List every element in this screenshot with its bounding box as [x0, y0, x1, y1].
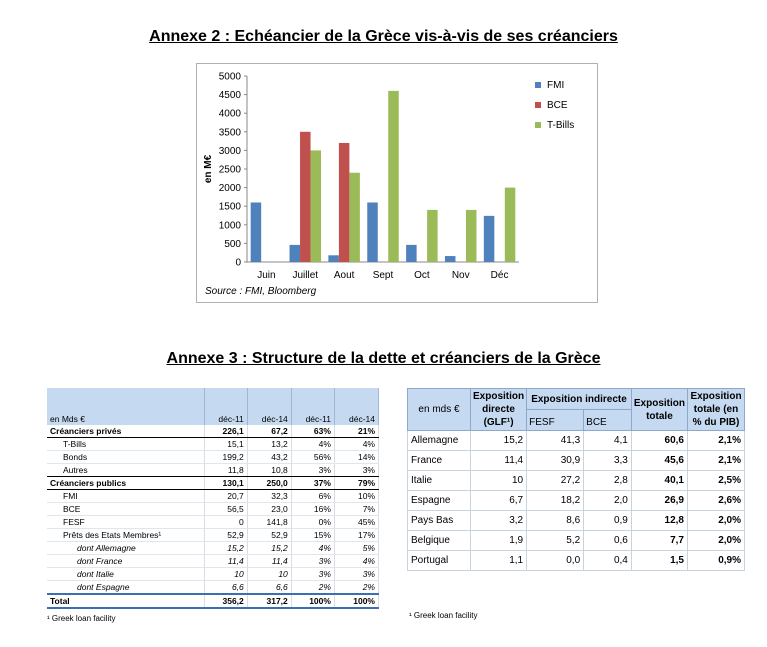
y-tick-label: 2000	[218, 183, 241, 195]
t1-cell: 250,0	[247, 477, 291, 490]
x-tick-label: Nov	[451, 270, 470, 281]
t2-cell: 0,4	[584, 551, 632, 571]
legend-label: BCE	[547, 100, 568, 111]
t1-cell: 56,5	[204, 503, 247, 516]
t1-cell: 3%	[334, 568, 378, 581]
t2-cell: 8,6	[527, 511, 584, 531]
th-fesf: FESF	[527, 410, 584, 431]
t1-cell: 21%	[334, 425, 378, 438]
bar-fmi-déc	[484, 216, 495, 262]
y-tick-label: 1000	[218, 220, 241, 232]
y-axis-label: en M€	[203, 154, 214, 184]
bar-bce-juillet	[300, 132, 311, 262]
table2-footnote: ¹ Greek loan facility	[409, 611, 478, 620]
t1-header-0: en Mds €	[47, 388, 204, 425]
t1-label: dont Italie	[47, 568, 204, 581]
t2-cell: 10	[471, 471, 527, 491]
legend-swatch-t-bills	[535, 122, 541, 128]
t1-cell: 0%	[291, 516, 334, 529]
t1-row	[47, 581, 379, 595]
t2-cell: 26,9	[631, 491, 687, 511]
t1-header-3: déc-11	[291, 388, 334, 425]
t1-cell: 4%	[334, 555, 378, 568]
t2-cell: 2,8	[584, 471, 632, 491]
t1-cell: 0	[204, 516, 247, 529]
t1-row	[47, 529, 379, 542]
x-tick-label: Oct	[414, 270, 430, 281]
t1-cell: 11,4	[247, 555, 291, 568]
t2-cell: 6,7	[471, 491, 527, 511]
th-indirect: Exposition indirecte	[527, 389, 632, 410]
y-tick-label: 3000	[218, 145, 241, 157]
t2-cell: 3,3	[584, 451, 632, 471]
t2-row	[408, 551, 745, 571]
t2-row	[408, 451, 745, 471]
t2-cell: 0,9	[584, 511, 632, 531]
bar-t-bills-nov	[466, 210, 477, 262]
t1-row	[47, 451, 379, 464]
t2-cell: 18,2	[527, 491, 584, 511]
t1-row	[47, 425, 379, 438]
annex3-title: Annexe 3 : Structure de la dette et créanciers de la Grèce	[166, 350, 601, 367]
bar-fmi-nov	[445, 256, 456, 262]
t1-cell: 15,2	[204, 542, 247, 555]
t1-cell: 43,2	[247, 451, 291, 464]
y-tick-label: 3500	[218, 127, 241, 139]
t1-cell: 3%	[291, 464, 334, 477]
t1-cell: 45%	[334, 516, 378, 529]
t2-cell: 0,6	[584, 531, 632, 551]
t1-cell: 199,2	[204, 451, 247, 464]
t1-cell: 2%	[291, 581, 334, 595]
t1-header-1: déc-11	[204, 388, 247, 425]
t2-row	[408, 511, 745, 531]
t1-cell: 100%	[334, 594, 378, 608]
t1-cell: 67,2	[247, 425, 291, 438]
t1-cell: 3%	[334, 464, 378, 477]
t1-cell: 5%	[334, 542, 378, 555]
t1-label: Total	[47, 594, 204, 608]
t1-row	[47, 568, 379, 581]
t1-row	[47, 464, 379, 477]
t1-cell: 130,1	[204, 477, 247, 490]
t2-country: Italie	[408, 471, 471, 491]
bar-fmi-juin	[251, 202, 262, 262]
t1-label: dont Espagne	[47, 581, 204, 595]
t2-cell: 2,0	[584, 491, 632, 511]
t1-cell: 100%	[291, 594, 334, 608]
t1-cell: 4%	[291, 542, 334, 555]
t2-country: Belgique	[408, 531, 471, 551]
t1-cell: 37%	[291, 477, 334, 490]
t1-label: Créanciers privés	[47, 425, 204, 438]
t2-cell: 41,3	[527, 431, 584, 451]
t1-cell: 317,2	[247, 594, 291, 608]
t2-cell: 2,1%	[688, 451, 745, 471]
t1-label: FMI	[47, 490, 204, 503]
t2-cell: 12,8	[631, 511, 687, 531]
t1-cell: 3%	[291, 568, 334, 581]
legend-label: T-Bills	[547, 120, 575, 131]
t2-cell: 40,1	[631, 471, 687, 491]
t2-country: Allemagne	[408, 431, 471, 451]
y-tick-label: 1500	[218, 201, 241, 213]
bar-fmi-sept	[367, 202, 378, 262]
t2-cell: 2,5%	[688, 471, 745, 491]
t1-label: dont Allemagne	[47, 542, 204, 555]
t1-cell: 13,2	[247, 438, 291, 451]
t1-cell: 10,8	[247, 464, 291, 477]
x-tick-label: Juillet	[292, 270, 319, 281]
t1-cell: 32,3	[247, 490, 291, 503]
t1-cell: 356,2	[204, 594, 247, 608]
th-unit: en mds €	[408, 389, 471, 431]
t2-cell: 2,6%	[688, 491, 745, 511]
t1-cell: 16%	[291, 503, 334, 516]
t2-cell: 3,2	[471, 511, 527, 531]
t2-cell: 0,9%	[688, 551, 745, 571]
t1-cell: 11,8	[204, 464, 247, 477]
t2-cell: 1,5	[631, 551, 687, 571]
t2-cell: 15,2	[471, 431, 527, 451]
t1-cell: 15,2	[247, 542, 291, 555]
y-tick-label: 2500	[218, 164, 241, 176]
t2-cell: 45,6	[631, 451, 687, 471]
t2-row	[408, 471, 745, 491]
t1-cell: 15%	[291, 529, 334, 542]
t1-cell: 6,6	[204, 581, 247, 595]
x-tick-label: Sept	[372, 270, 394, 281]
t2-country: Espagne	[408, 491, 471, 511]
t1-cell: 79%	[334, 477, 378, 490]
t1-cell: 17%	[334, 529, 378, 542]
t1-cell: 14%	[334, 451, 378, 464]
t1-cell: 52,9	[204, 529, 247, 542]
t2-country: Pays Bas	[408, 511, 471, 531]
t1-cell: 63%	[291, 425, 334, 438]
t2-country: Portugal	[408, 551, 471, 571]
t1-label: FESF	[47, 516, 204, 529]
th-pib: Exposition totale (en % du PIB)	[688, 389, 745, 431]
bar-fmi-oct	[406, 245, 417, 262]
t2-cell: 11,4	[471, 451, 527, 471]
th-direct: Exposition directe (GLF¹)	[471, 389, 527, 431]
bar-t-bills-oct	[427, 210, 438, 262]
t1-row	[47, 542, 379, 555]
t1-header-4: déc-14	[334, 388, 378, 425]
x-tick-label: Déc	[490, 270, 509, 281]
t1-cell: 6,6	[247, 581, 291, 595]
x-tick-label: Aout	[333, 270, 355, 281]
bar-fmi-juillet	[290, 245, 301, 262]
creditor-exposure-table	[407, 388, 745, 571]
t2-cell: 60,6	[631, 431, 687, 451]
t1-row	[47, 490, 379, 503]
t2-cell: 27,2	[527, 471, 584, 491]
t1-cell: 141,8	[247, 516, 291, 529]
t2-cell: 2,0%	[688, 531, 745, 551]
chart-source: Source : FMI, Bloomberg	[205, 286, 317, 297]
t1-label: Autres	[47, 464, 204, 477]
t1-header-2: déc-14	[247, 388, 291, 425]
bar-t-bills-juillet	[311, 150, 322, 262]
t1-row	[47, 516, 379, 529]
t1-cell: 56%	[291, 451, 334, 464]
t1-label: Créanciers publics	[47, 477, 204, 490]
t2-cell: 1,9	[471, 531, 527, 551]
t1-label: dont France	[47, 555, 204, 568]
debt-structure-table	[47, 388, 379, 609]
t2-cell: 7,7	[631, 531, 687, 551]
th-bce: BCE	[584, 410, 632, 431]
bar-bce-aout	[339, 143, 350, 262]
t2-cell: 0,0	[527, 551, 584, 571]
t2-row	[408, 531, 745, 551]
t1-row	[47, 477, 379, 490]
table1-footnote: ¹ Greek loan facility	[47, 614, 116, 623]
x-tick-label: Juin	[257, 270, 276, 281]
y-tick-label: 4000	[218, 108, 241, 120]
bar-fmi-aout	[328, 255, 339, 262]
t1-cell: 10	[247, 568, 291, 581]
t1-cell: 226,1	[204, 425, 247, 438]
t1-row	[47, 438, 379, 451]
y-tick-label: 500	[224, 238, 241, 250]
t1-row	[47, 555, 379, 568]
t2-cell: 30,9	[527, 451, 584, 471]
t2-country: France	[408, 451, 471, 471]
t1-label: Prêts des Etats Membres¹	[47, 529, 204, 542]
t1-cell: 15,1	[204, 438, 247, 451]
t1-cell: 11,4	[204, 555, 247, 568]
t2-cell: 4,1	[584, 431, 632, 451]
bar-t-bills-aout	[349, 173, 360, 262]
t1-cell: 3%	[291, 555, 334, 568]
th-total: Exposition totale	[631, 389, 687, 431]
y-tick-label: 4500	[218, 90, 241, 102]
t1-label: Bonds	[47, 451, 204, 464]
t2-cell: 2,0%	[688, 511, 745, 531]
t1-cell: 10	[204, 568, 247, 581]
legend-swatch-bce	[535, 102, 541, 108]
t1-cell: 2%	[334, 581, 378, 595]
legend-swatch-fmi	[535, 82, 541, 88]
t1-cell: 20,7	[204, 490, 247, 503]
bar-t-bills-sept	[388, 91, 399, 262]
t1-label: BCE	[47, 503, 204, 516]
t1-cell: 4%	[334, 438, 378, 451]
t1-row	[47, 503, 379, 516]
t1-cell: 4%	[291, 438, 334, 451]
t1-label: T-Bills	[47, 438, 204, 451]
t1-row	[47, 594, 379, 608]
t2-cell: 5,2	[527, 531, 584, 551]
t2-cell: 2,1%	[688, 431, 745, 451]
repayment-schedule-chart	[196, 63, 598, 303]
y-tick-label: 5000	[218, 71, 241, 83]
bar-t-bills-déc	[505, 188, 515, 262]
t1-cell: 6%	[291, 490, 334, 503]
t2-row	[408, 431, 745, 451]
t2-row	[408, 491, 745, 511]
t1-cell: 23,0	[247, 503, 291, 516]
t2-cell: 1,1	[471, 551, 527, 571]
annex2-title: Annexe 2 : Echéancier de la Grèce vis-à-vis de ses créanciers	[149, 28, 618, 45]
y-tick-label: 0	[235, 257, 241, 269]
t1-cell: 52,9	[247, 529, 291, 542]
legend-label: FMI	[547, 80, 565, 91]
t1-cell: 10%	[334, 490, 378, 503]
t1-cell: 7%	[334, 503, 378, 516]
